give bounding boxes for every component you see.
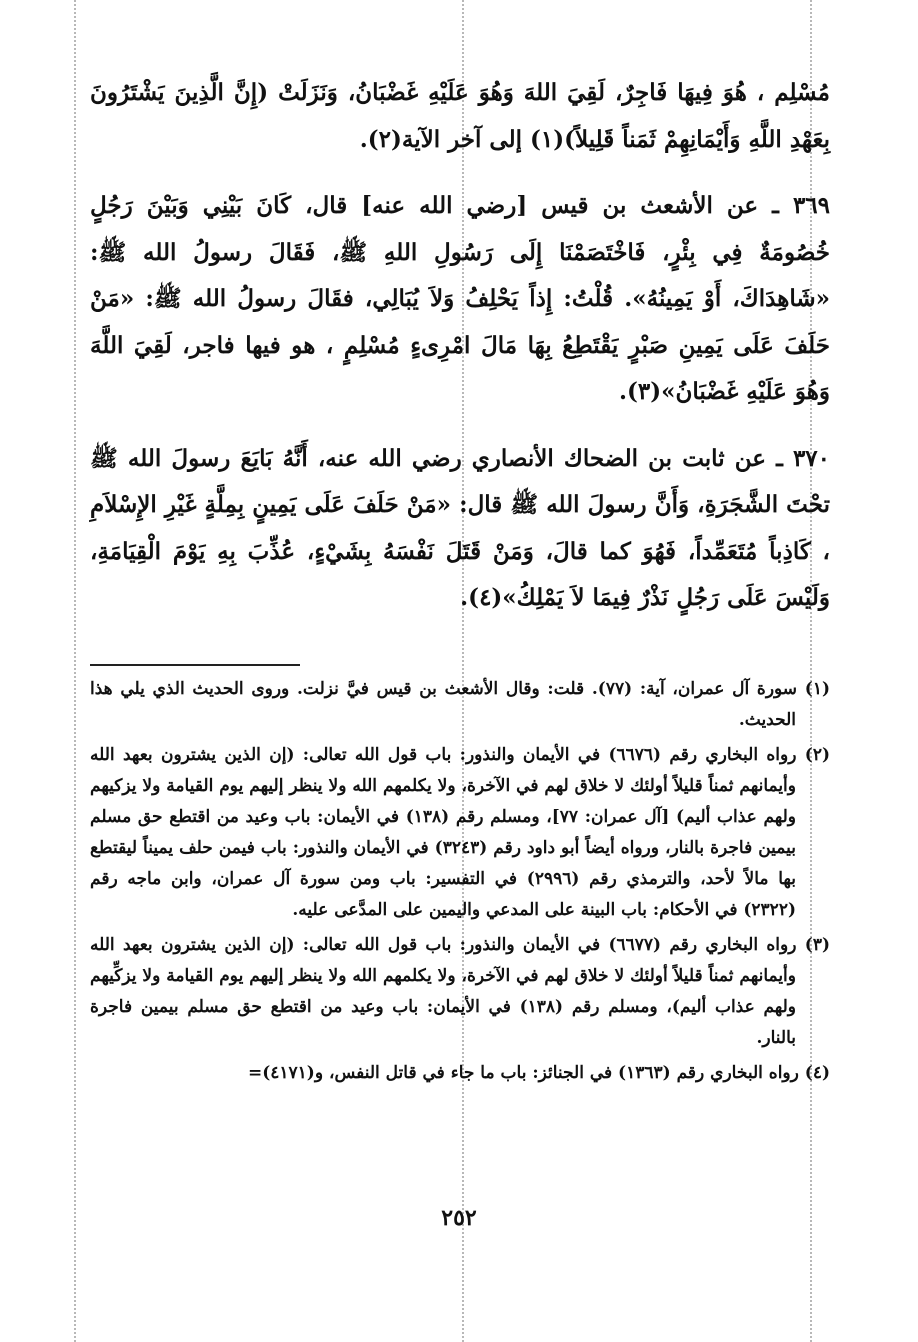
footnote-3: (٣) رواه البخاري رقم (٦٦٧٧) في الأيمان والنذور: باب قول الله تعالى: (إن الذين يشترون بعهد الله وأيمانهم ثمناً قليلاً أولئك لا خلاق لهم في الآخرة، ولا يكلمهم الله ولا ينظر إليهم يوم القيامة ولا يزكِّيهم ولهم عذاب أليم)، ومسلم رقم (١٣٨) في الأيمان: باب وعيد من اقتطع حق مسلم بيمين فاجرة بالنار. — [90, 934, 830, 1048]
footnote-separator — [90, 664, 300, 666]
footnote-4: (٤) رواه البخاري رقم (١٣٦٣) في الجنائز: باب ما جاء في قاتل النفس، و(٤١٧١)= — [247, 1062, 830, 1083]
paragraph-continuation: مُسْلِم ، هُوَ فِيهَا فَاجِرٌ، لَقِيَ اللهَ وَهُوَ عَلَيْهِ غَضْبَانُ، وَنَزَلَتْ (إِنَّ الَّذِينَ يَشْتَرُونَ بِعَهْدِ اللَّهِ وَأَيْمَانِهِمْ ثَمَناً قَلِيلاً)(١) إلى آخر الآية(٢). — [90, 79, 830, 153]
page-content — [90, 70, 830, 1093]
page-number: ٢٥٢ — [441, 1205, 477, 1231]
footnote-separator-wrap — [90, 642, 830, 674]
main-text — [90, 70, 830, 622]
footnote-2: (٢) رواه البخاري رقم (٦٦٧٦) في الأيمان والنذور: باب قول الله تعالى: (إن الذين يشترون بعهد الله وأيمانهم ثمناً قليلاً أولئك لا خلاق لهم في الآخرة، ولا يكلمهم الله ولا ينظر إليهم يوم القيامة ولا يزكيهم ولهم عذاب أليم) [آل عمران: ٧٧]، ومسلم رقم (١٣٨) في الأيمان: باب وعيد من اقتطع حق مسلم بيمين فاجرة بالنار، ورواه أيضاً أبو داود رقم (٣٢٤٣) في الأيمان والنذور: باب فيمن حلف يميناً ليقتطع بها مالاً لأحد، والترمذي رقم (٢٩٩٦) في التفسير: باب ومن سورة آل عمران، وابن ماجه رقم (٢٣٢٢) في الأحكام: باب البينة على المدعي واليمين على المدَّعى عليه. — [90, 744, 830, 920]
hadith-370: ٣٧٠ ـ عن ثابت بن الضحاك الأنصاري رضي الله عنه، أَنَّهُ بَايَعَ رسولَ الله ﷺ تحْتَ الشَّجَرَةِ، وَأَنَّ رسولَ الله ﷺ قال: «مَنْ حَلَفَ عَلَى يَمِينٍ بِمِلَّةٍ غَيْرِ الإِسْلاَمِ ، كَاذِباً مُتَعَمِّداً، فَهُوَ كما قالَ، وَمَنْ قَتَلَ نَفْسَهُ بِشَيْءٍ، عُذِّبَ بِهِ يَوْمَ الْقِيَامَةِ، وَلَيْسَ عَلَى رَجُلٍ نَذْرٌ فِيمَا لاَ يَمْلِكُ»(٤). — [90, 444, 830, 611]
footnotes — [90, 674, 830, 1089]
footnote-1: (١) سورة آل عمران، آية: (٧٧). قلت: وقال الأشعث بن قيس فيَّ نزلت. وروى الحديث الذي يلي هذا الحديث. — [90, 678, 830, 730]
hadith-369: ٣٦٩ ـ عن الأشعث بن قيس [رضي الله عنه] قال، كَانَ بَيْنِي وَبَيْنَ رَجُلٍ خُصُومَةٌ فِي بِئْرٍ، فَاخْتَصَمْنَا إِلَى رَسُولِ اللهِ ﷺ، فَقَالَ رسولُ الله ﷺ: «شَاهِدَاكَ، أَوْ يَمِينُهُ». قُلْتُ: إِذاً يَحْلِفُ وَلاَ يُبَالِي، فقَالَ رسولُ الله ﷺ: «مَنْ حَلَفَ عَلَى يَمِينِ صَبْرٍ يَقْتَطِعُ بِهَا مَالَ امْرِىءٍ مُسْلِمٍ ، هو فيها فاجر، لَقِيَ اللَّهَ وَهُوَ عَلَيْهِ غَضْبَانُ»(٣). — [90, 192, 830, 405]
scan-guide-line — [74, 0, 76, 1342]
